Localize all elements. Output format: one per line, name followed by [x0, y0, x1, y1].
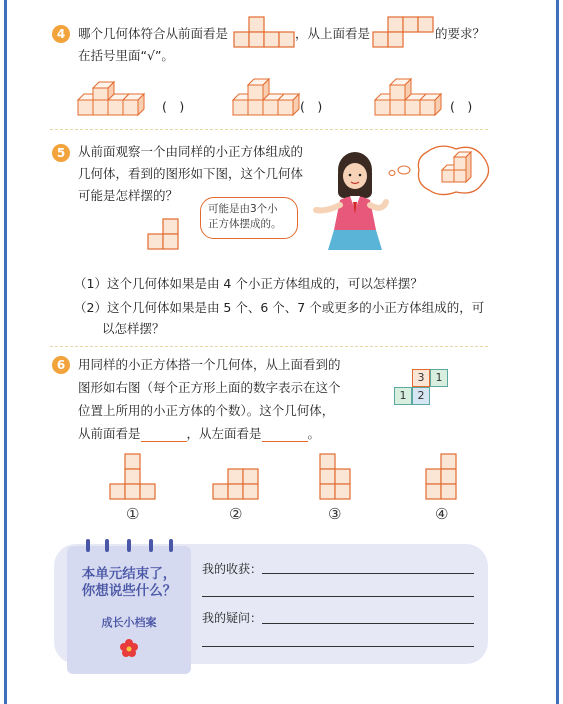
q6-text-line4: [78, 424, 320, 443]
q6-option-4-figure: [426, 454, 458, 500]
q4-option-c-solid: [375, 80, 455, 118]
binder-ring: [149, 539, 153, 552]
question-4-badge: 4: [52, 25, 70, 43]
gains-answer-line[interactable]: [262, 573, 474, 574]
speech-bubble: [200, 197, 298, 239]
gains-answer-line[interactable]: [202, 596, 474, 597]
q6-option-1-figure: [110, 454, 158, 500]
q5-front-view-figure: [148, 218, 180, 250]
card-title-line2: 你想说些什么？: [81, 583, 177, 599]
questions-label: 我的疑问：: [202, 611, 263, 625]
thought-bubble: [382, 142, 494, 198]
section-divider: [50, 129, 488, 130]
binder-ring: [86, 539, 90, 552]
q5-text-line2: 几何体，看到的图形如下图，这个几何体: [78, 166, 304, 181]
q6-text-line3: 位置上所用的小正方体的个数）。这个几何体，: [78, 403, 335, 418]
q5-sub1: （1）这个几何体如果是由 4 个小正方体组成的，可以怎样摆？: [74, 276, 423, 291]
gains-label: 我的收获：: [202, 562, 263, 576]
bubble-line1: 可能是由3个小: [208, 203, 278, 215]
q6-text-line2: 图形如右图（每个正方形上面的数字表示在这个: [78, 380, 341, 395]
option-2-label[interactable]: ②: [229, 505, 243, 523]
q5-sub2-line2: 以怎样摆？: [102, 321, 165, 336]
front-view-answer-blank[interactable]: [141, 428, 187, 442]
grid-cell: 3: [412, 369, 430, 387]
grid-cell: 2: [412, 387, 430, 405]
questions-answer-line[interactable]: [262, 623, 474, 624]
section-divider: [50, 346, 488, 347]
flower-icon: [119, 638, 139, 658]
q4-option-a-solid: [78, 80, 158, 118]
binder-ring: [127, 539, 131, 552]
q4-text-a: 哪个几何体符合从前面看是: [78, 26, 229, 41]
q4-front-view-figure: [234, 16, 294, 48]
q6-period: 。: [307, 426, 321, 441]
q5-text-line3: 可能是怎样摆的？: [78, 188, 179, 203]
option-3-label[interactable]: ③: [328, 505, 342, 523]
q6-left-label: ，从左面看是: [186, 426, 262, 441]
question-5-badge: 5: [52, 144, 70, 162]
q4-text-c: 的要求？: [435, 26, 486, 41]
card-title: [67, 566, 191, 600]
card-title-line1: 本单元结束了，: [81, 566, 177, 582]
grid-cell: 1: [394, 387, 412, 405]
q4-text-line2: 在括号里面“√”。: [78, 48, 174, 63]
questions-answer-line[interactable]: [202, 646, 474, 647]
page-border-left: [4, 0, 7, 704]
card-subtitle: 成长小档案: [101, 616, 157, 629]
grid-cell: 1: [430, 369, 448, 387]
bubble-line2: 正方体摆成的。: [208, 218, 282, 230]
q4-choice-c[interactable]: ( ): [450, 99, 473, 114]
q5-sub2-line1: （2）这个几何体如果是由 5 个、6 个、7 个或更多的小正方体组成的，可: [74, 300, 485, 315]
page-border-right: [556, 0, 559, 704]
q4-choice-b[interactable]: ( ): [300, 99, 323, 114]
q6-front-label: 从前面看是: [78, 426, 141, 441]
q6-option-3-figure: [320, 454, 352, 500]
q4-text-b: ，从上面看是: [295, 26, 371, 41]
q5-text-line1: 从前面观察一个由同样的小正方体组成的: [78, 144, 304, 159]
q6-text-line1: 用同样的小正方体搭一个几何体，从上面看到的: [78, 357, 341, 372]
question-6-badge: 6: [52, 356, 70, 374]
binder-ring: [105, 539, 109, 552]
left-view-answer-blank[interactable]: [262, 428, 308, 442]
q4-choice-a[interactable]: ( ): [162, 99, 185, 114]
option-1-label[interactable]: ①: [126, 505, 140, 523]
q4-top-view-figure: [373, 16, 433, 48]
option-4-label[interactable]: ④: [435, 505, 449, 523]
binder-ring: [169, 539, 173, 552]
q6-option-2-figure: [213, 469, 261, 501]
